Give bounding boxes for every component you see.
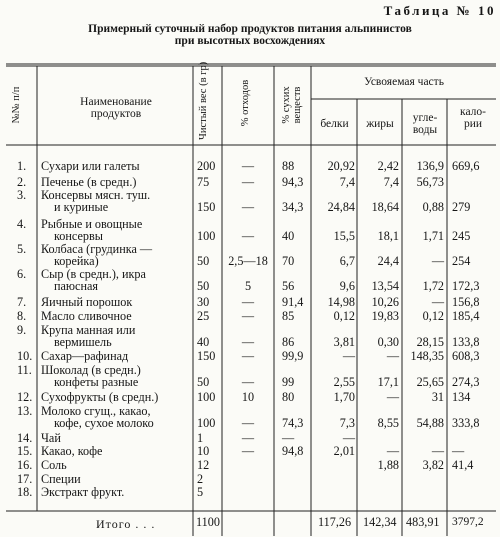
cell-fat: 8,55 (377, 415, 399, 430)
cell-carb: 148,35 (410, 349, 444, 363)
header-calories (448, 106, 498, 130)
product-name-line: паюсная (54, 278, 98, 293)
cell-weight: 150 (197, 199, 216, 214)
header-num: №№ п/п (11, 86, 22, 124)
header-dry-line2: веществ (292, 86, 303, 124)
product-name (41, 446, 102, 458)
cell-n: 12. (17, 390, 33, 404)
table-number: Таблица № 10 (383, 3, 496, 18)
cell-cal: 133,8 (452, 334, 480, 349)
product-name-line: Чай (41, 431, 61, 445)
product-name (41, 177, 136, 189)
product-name-line: Масло сливочное (41, 309, 132, 323)
product-name-line: корейка) (54, 253, 99, 268)
cell-fat: 0,30 (377, 334, 399, 349)
cell-n: 17. (17, 472, 33, 486)
product-name-line: конфеты разные (54, 374, 139, 389)
cell-waste: 2,5—18 (228, 253, 268, 268)
cell-prot: 1,70 (333, 390, 355, 404)
cell-n: 6. (17, 267, 27, 281)
product-name-line: Шоколад (в средн.) (41, 363, 141, 377)
cell-weight: 30 (197, 295, 210, 309)
product-name-line: Сыр (в средн.), икра (41, 267, 146, 281)
cell-n: 3. (17, 188, 27, 202)
product-name-line: Сухари или галеты (41, 159, 140, 173)
cell-prot: 20,92 (327, 159, 355, 173)
cell-carb: 136,9 (416, 159, 444, 173)
cell-n: 5. (17, 242, 27, 256)
cell-cal: 669,6 (452, 159, 480, 173)
cell-waste: — (241, 199, 255, 214)
cell-prot: 14,98 (327, 295, 355, 309)
cell-n: 18. (17, 485, 33, 499)
cell-fat: — (386, 444, 399, 458)
cell-fat: — (386, 349, 399, 363)
cell-waste: — (241, 349, 255, 363)
cell-carb: 3,82 (422, 458, 444, 472)
cell-cal: 608,3 (452, 349, 480, 363)
product-name-line: Какао, кофе (41, 444, 103, 458)
cell-waste: — (241, 175, 255, 189)
cell-waste: — (241, 334, 255, 349)
product-name-line: вермишель (54, 334, 112, 349)
cell-fat: 18,64 (371, 199, 399, 214)
total-carbs: 483,91 (406, 515, 440, 529)
cell-fat: 13,54 (371, 278, 399, 293)
cell-carb: 56,73 (416, 175, 444, 189)
cell-weight: 10 (197, 444, 210, 458)
cell-carb: 0,12 (422, 309, 444, 323)
cell-n: 1. (17, 159, 27, 173)
product-name-line: кофе, сухое молоко (54, 415, 154, 430)
cell-n: 4. (17, 217, 27, 231)
cell-weight: 200 (197, 159, 216, 173)
cell-prot: 6,7 (339, 253, 355, 268)
cell-dry: 70 (282, 253, 295, 268)
product-name (41, 351, 128, 363)
cell-cal: 156,8 (452, 295, 480, 309)
cell-weight: 12 (197, 458, 210, 472)
total-calories: 3797,2 (452, 516, 484, 528)
cell-n: 14. (17, 431, 33, 445)
cell-n: 13. (17, 404, 33, 418)
cell-dry: 94,3 (282, 175, 304, 189)
title-line-1: Примерный суточный набор продуктов питания альпинистов (88, 23, 412, 35)
header-carbs-line2: воды (412, 124, 438, 136)
cell-n: 7. (17, 295, 27, 309)
header-cal-line1: кало- (460, 106, 486, 118)
product-name-line: и куриные (54, 199, 109, 214)
cell-carb: 1,72 (422, 278, 444, 293)
total-proteins: 117,26 (318, 515, 352, 529)
product-name (41, 460, 67, 472)
cell-cal: 185,4 (452, 309, 480, 323)
cell-n: 15. (17, 444, 33, 458)
cell-weight: 75 (197, 175, 210, 189)
product-name-line: консервы (54, 228, 103, 243)
cell-weight: 25 (197, 309, 210, 323)
cell-prot: 9,6 (339, 278, 355, 293)
cell-cal: 134 (452, 390, 471, 404)
cell-cal: 245 (452, 228, 471, 243)
cell-prot: — (342, 431, 355, 445)
cell-waste: — (241, 415, 255, 430)
product-name (41, 311, 132, 323)
cell-dry: 34,3 (282, 199, 304, 214)
product-name (41, 365, 141, 388)
cell-carb: — (431, 444, 444, 458)
cell-carb: 0,88 (422, 199, 444, 214)
cell-weight: 100 (197, 390, 216, 404)
cell-weight: 50 (197, 253, 210, 268)
cell-fat: 1,88 (377, 458, 399, 472)
cell-n: 8. (17, 309, 27, 323)
product-name-line: Консервы мясн. туш. (41, 188, 151, 202)
cell-cal: — (452, 444, 465, 458)
product-name-line: Печенье (в средн.) (41, 175, 137, 189)
cell-prot: 7,3 (339, 415, 355, 430)
cell-carb: — (431, 253, 444, 268)
cell-n: 9. (17, 323, 27, 337)
cell-weight: 40 (197, 334, 210, 349)
cell-weight: 50 (197, 278, 210, 293)
cell-waste: — (241, 374, 255, 389)
cell-carb: 31 (431, 390, 444, 404)
header-net-weight: Чистый вес (в гр) (198, 61, 209, 140)
cell-dry: — (282, 431, 295, 445)
cell-cal: 333,8 (452, 415, 480, 430)
cell-waste: — (241, 159, 255, 173)
product-name-line: Специи (41, 472, 81, 486)
product-name (41, 161, 140, 173)
product-name-line: Молоко сгущ., какао, (41, 404, 151, 418)
product-name (41, 406, 154, 429)
header-proteins: белки (320, 118, 349, 130)
cell-waste: — (241, 228, 255, 243)
product-name-line: Сахар—рафинад (41, 349, 129, 363)
cell-n: 10. (17, 349, 33, 363)
header-dry-line1: % сухих (281, 86, 292, 124)
cell-n: 11. (17, 363, 32, 377)
cell-cal: 254 (452, 253, 471, 268)
cell-weight: 5 (197, 485, 204, 499)
product-name-line: Экстракт фрукт. (41, 485, 125, 499)
product-name-line: Яичный порошок (41, 295, 133, 309)
cell-prot: 3,81 (333, 334, 355, 349)
cell-cal: 274,3 (452, 374, 480, 389)
product-name-line: Рыбные и овощные (41, 217, 143, 231)
cell-dry: 86 (282, 334, 295, 349)
cell-dry: 40 (282, 228, 295, 243)
header-digestible: Усвояемая часть (364, 76, 444, 88)
total-weight: 1100 (196, 515, 220, 529)
cell-dry: 85 (282, 309, 295, 323)
cell-carb: 28,15 (416, 334, 444, 349)
cell-carb: 54,88 (416, 415, 444, 430)
cell-carb: 25,65 (416, 374, 444, 389)
product-name (41, 244, 152, 267)
cell-prot: 7,4 (339, 175, 355, 189)
cell-dry: 56 (282, 278, 295, 293)
product-name (41, 297, 132, 309)
cell-dry: 88 (282, 159, 295, 173)
cell-fat: 7,4 (383, 175, 399, 189)
product-name (41, 269, 146, 292)
header-carbs-line1: угле- (412, 112, 438, 124)
header-waste: % отходов (240, 79, 251, 127)
cell-fat: 19,83 (371, 309, 399, 323)
total-fats: 142,34 (363, 515, 397, 529)
cell-carb: — (431, 295, 444, 309)
cell-dry: 74,3 (282, 415, 304, 430)
cell-prot: — (342, 349, 355, 363)
cell-prot: 15,5 (333, 228, 355, 243)
cell-fat: 17,1 (377, 374, 399, 389)
product-name (41, 392, 158, 404)
header-name (40, 96, 192, 120)
header-name-line2: продуктов (90, 108, 142, 120)
header-name-line1: Наименование (80, 96, 152, 108)
product-name (41, 325, 135, 348)
header-carbs (403, 112, 447, 136)
cell-weight: 1 (197, 431, 204, 445)
cell-dry: 99,9 (282, 349, 304, 363)
cell-waste: — (241, 444, 255, 458)
cell-cal: 41,4 (452, 458, 474, 472)
cell-waste: — (241, 295, 255, 309)
product-name-line: Сухофрукты (в средн.) (41, 390, 159, 404)
cell-fat: 2,42 (377, 159, 399, 173)
title-line-2: при высотных восхождениях (174, 35, 326, 47)
product-name (41, 474, 81, 486)
header-cal-line2: рии (463, 118, 483, 130)
cell-fat: 10,26 (371, 295, 399, 309)
product-name-line: Крупа манная или (41, 323, 136, 337)
total-label: Итого . . . (96, 517, 156, 531)
cell-carb: 1,71 (422, 228, 444, 243)
cell-dry: 94,8 (282, 444, 304, 458)
cell-fat: 24,4 (377, 253, 399, 268)
cell-weight: 150 (197, 349, 216, 363)
cell-prot: 24,84 (327, 199, 355, 214)
cell-weight: 100 (197, 228, 216, 243)
product-name (41, 219, 142, 242)
cell-dry: 99 (282, 374, 295, 389)
cell-cal: 279 (452, 199, 471, 214)
cell-weight: 2 (197, 472, 204, 486)
product-name (41, 487, 124, 499)
cell-waste: 5 (244, 278, 252, 293)
cell-fat: 18,1 (377, 228, 399, 243)
cell-waste: — (241, 309, 255, 323)
cell-weight: 50 (197, 374, 210, 389)
cell-prot: 2,55 (333, 374, 355, 389)
cell-prot: 2,01 (333, 444, 355, 458)
header-dry (281, 70, 303, 140)
cell-n: 16. (17, 458, 33, 472)
cell-weight: 100 (197, 415, 216, 430)
header-fats: жиры (366, 118, 394, 130)
cell-dry: 80 (282, 390, 295, 404)
cell-waste: — (241, 431, 255, 445)
cell-fat: — (386, 390, 399, 404)
product-name-line: Колбаса (грудинка — (41, 242, 153, 256)
cell-n: 2. (17, 175, 27, 189)
cell-prot: 0,12 (333, 309, 355, 323)
product-name (41, 433, 61, 445)
cell-waste: 10 (241, 390, 255, 404)
product-name (41, 190, 150, 213)
product-name-line: Соль (41, 458, 67, 472)
cell-dry: 91,4 (282, 295, 304, 309)
cell-cal: 172,3 (452, 278, 480, 293)
